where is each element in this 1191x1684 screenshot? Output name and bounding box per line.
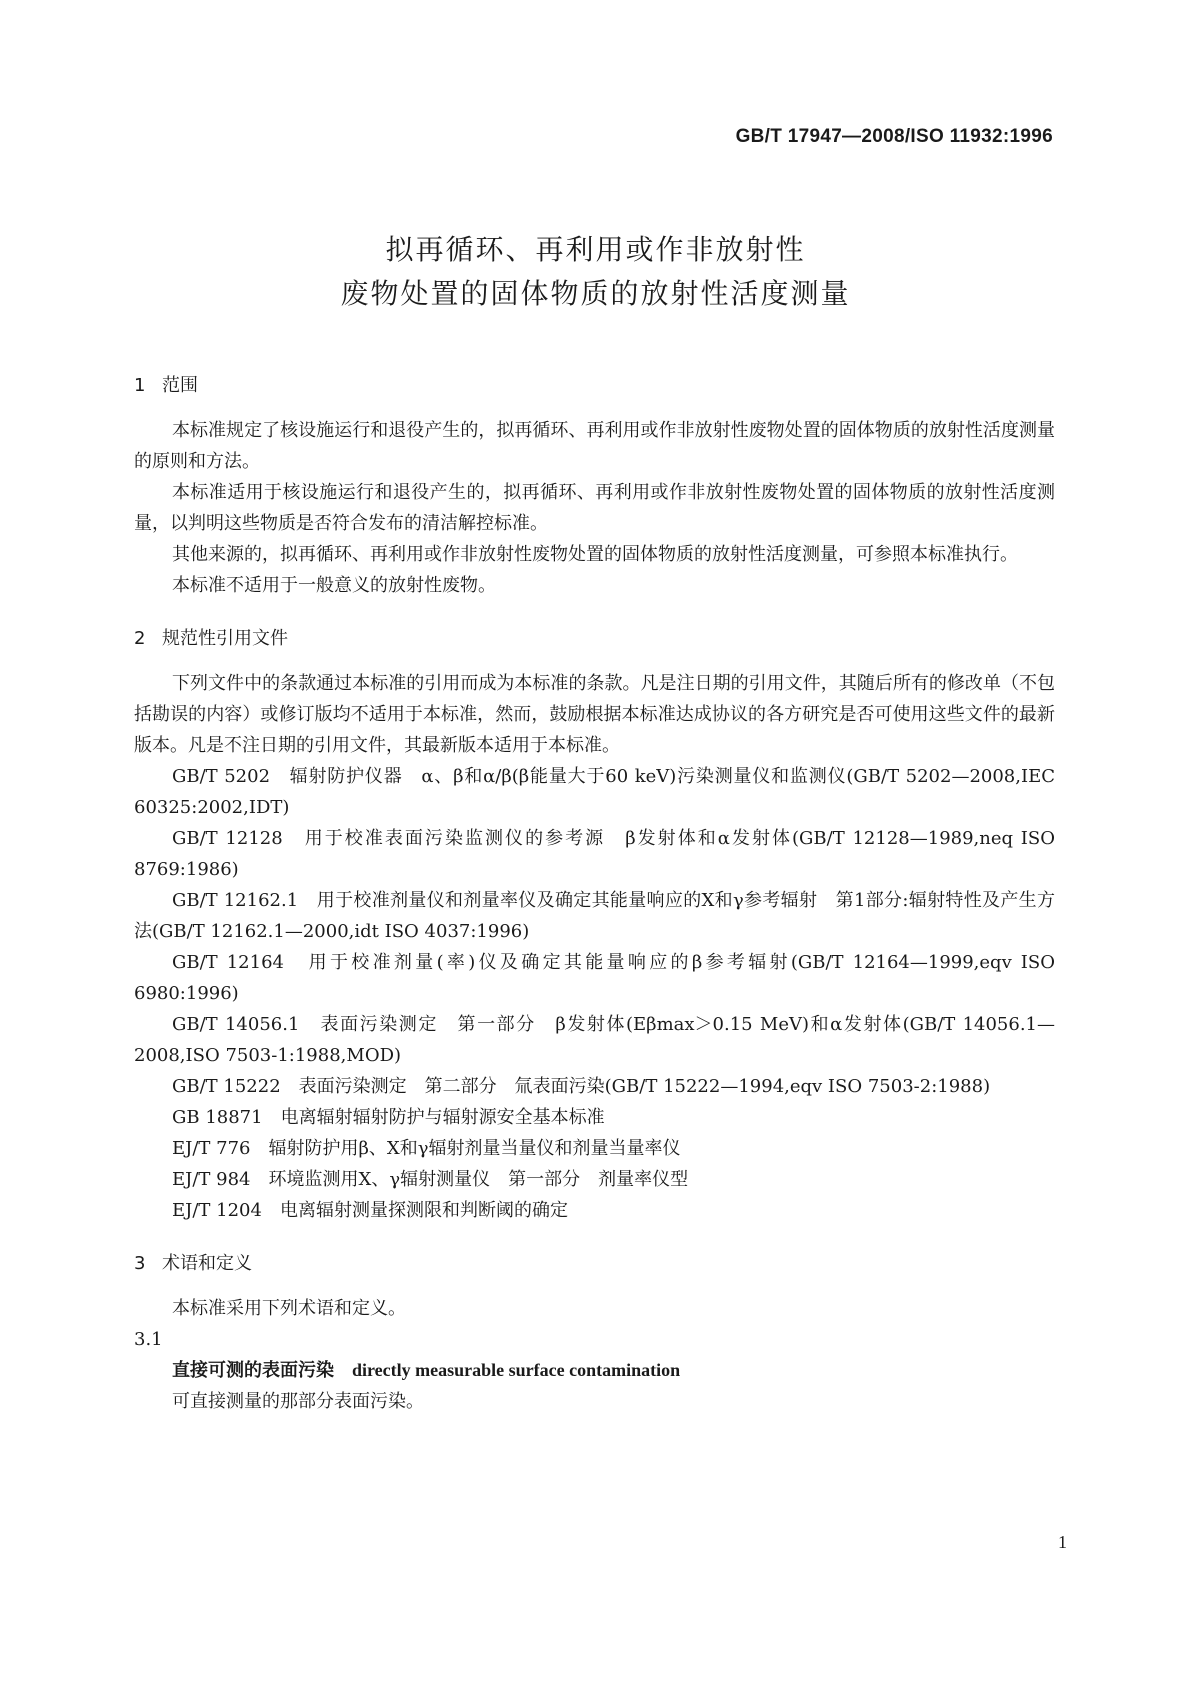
document-title: [0, 228, 1191, 316]
section-number: 1: [134, 375, 146, 396]
section-heading: [134, 1248, 1055, 1279]
clause-number: 3.1: [134, 1329, 163, 1350]
term-definition: 可直接测量的那部分表面污染。: [172, 1391, 424, 1412]
standard-code: GB/T 17947—2008/ISO 11932:1996: [735, 126, 1053, 147]
section-title: 术语和定义: [162, 1253, 252, 1274]
term-chinese: 直接可测的表面污染: [172, 1360, 334, 1381]
term-entry: [134, 1355, 1055, 1386]
reference-item: GB 18871 电离辐射辐射防护与辐射源安全基本标准: [172, 1107, 605, 1128]
reference-item: GB/T 12128 用于校准表面污染监测仪的参考源 β发射体和α发射体(GB/T 12128—1989,neq ISO 8769:1986): [134, 828, 1055, 880]
reference-item: EJ/T 1204 电离辐射测量探测限和判断阈的确定: [172, 1200, 568, 1221]
document-body: [134, 370, 1055, 1417]
reference-item: GB/T 5202 辐射防护仪器 α、β和α/β(β能量大于60 keV)污染测量仪和监测仪(GB/T 5202—2008,IEC 60325:2002,IDT): [134, 766, 1055, 818]
section-title: 范围: [162, 375, 198, 396]
section-number: 2: [134, 628, 146, 649]
section-heading: [134, 623, 1055, 654]
reference-item: GB/T 12164 用于校准剂量(率)仪及确定其能量响应的β参考辐射(GB/T 12164—1999,eqv ISO 6980:1996): [134, 952, 1055, 1004]
reference-item: GB/T 15222 表面污染测定 第二部分 氚表面污染(GB/T 15222—1994,eqv ISO 7503-2:1988): [172, 1076, 991, 1097]
section-title: 规范性引用文件: [162, 628, 288, 649]
reference-item: EJ/T 776 辐射防护用β、X和γ辐射剂量当量仪和剂量当量率仪: [172, 1138, 681, 1159]
reference-item: EJ/T 984 环境监测用X、γ辐射测量仪 第一部分 剂量率仪型: [172, 1169, 689, 1190]
paragraph: 本标准不适用于一般意义的放射性废物。: [172, 575, 496, 596]
page-number: 1: [1058, 1532, 1067, 1552]
section-number: 3: [134, 1253, 146, 1274]
paragraph: 本标准规定了核设施运行和退役产生的，拟再循环、再利用或作非放射性废物处置的固体物质的放射性活度测量的原则和方法。: [134, 420, 1055, 472]
paragraph: 其他来源的，拟再循环、再利用或作非放射性废物处置的固体物质的放射性活度测量，可参照本标准执行。: [172, 544, 1018, 565]
paragraph: 本标准适用于核设施运行和退役产生的，拟再循环、再利用或作非放射性废物处置的固体物质的放射性活度测量，以判明这些物质是否符合发布的清洁解控标准。: [134, 482, 1055, 534]
reference-item: GB/T 14056.1 表面污染测定 第一部分 β发射体(Eβmax＞0.15 MeV)和α发射体(GB/T 14056.1—2008,ISO 7503-1:1988,MOD): [134, 1014, 1055, 1066]
paragraph: 本标准采用下列术语和定义。: [172, 1298, 406, 1319]
section-heading: [134, 370, 1055, 401]
reference-item: GB/T 12162.1 用于校准剂量仪和剂量率仪及确定其能量响应的X和γ参考辐射 第1部分:辐射特性及产生方法(GB/T 12162.1—2000,idt ISO 4037:1996): [134, 890, 1055, 942]
paragraph: 下列文件中的条款通过本标准的引用而成为本标准的条款。凡是注日期的引用文件，其随后所有的修改单（不包括勘误的内容）或修订版均不适用于本标准，然而，鼓励根据本标准达成协议的各方研究是否可使用这些文件的最新版本。凡是不注日期的引用文件，其最新版本适用于本标准。: [134, 673, 1055, 756]
term-english: directly measurable surface contamination: [352, 1360, 681, 1380]
title-line-2: 废物处置的固体物质的放射性活度测量: [340, 277, 851, 310]
title-line-1: 拟再循环、再利用或作非放射性: [385, 233, 806, 266]
